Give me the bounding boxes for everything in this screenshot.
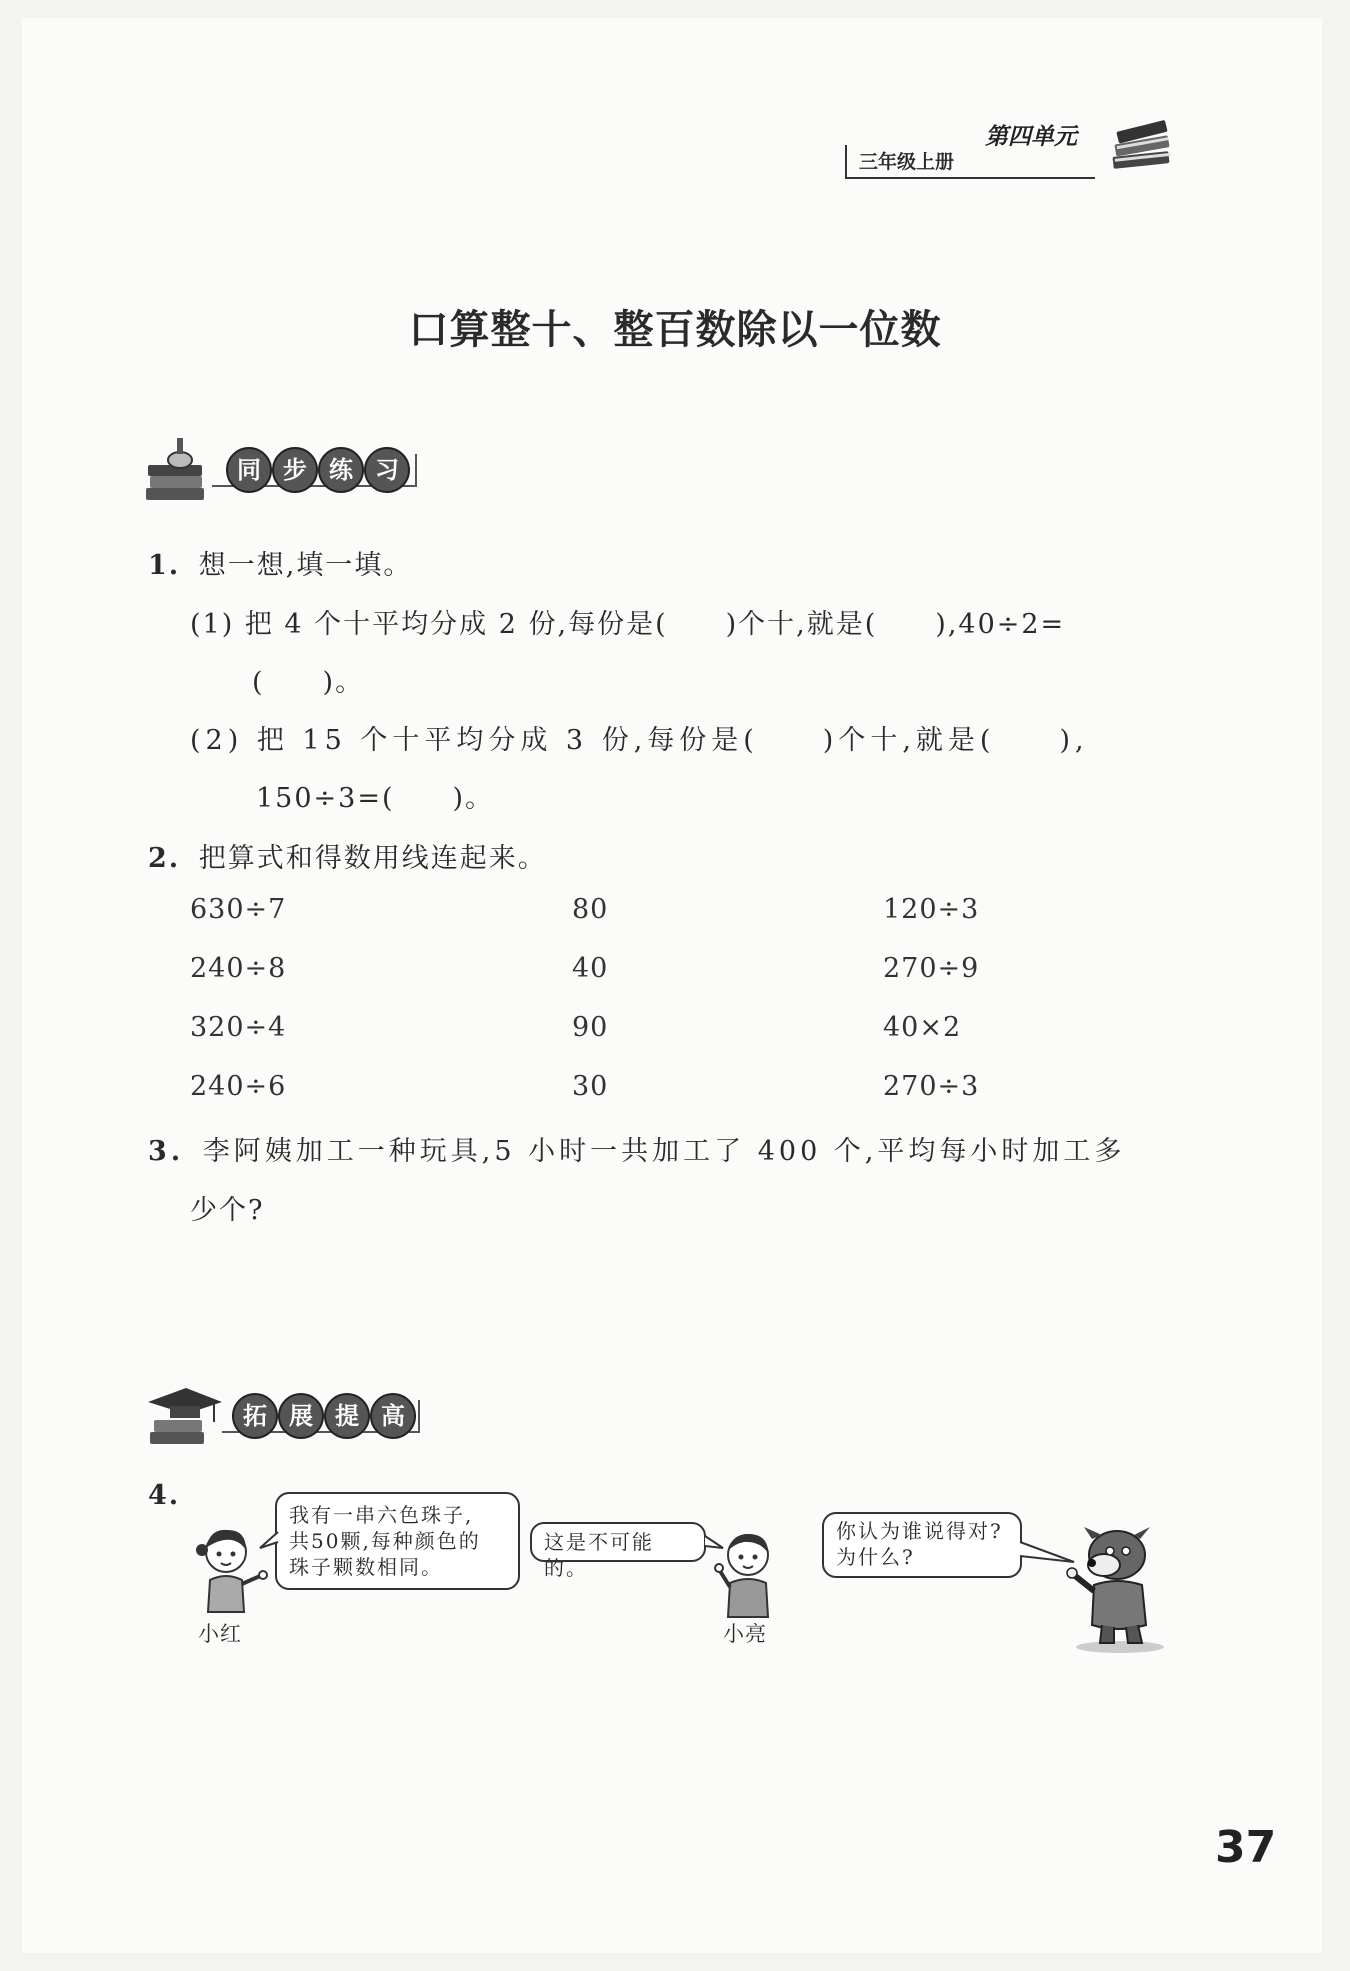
q3-text: 李阿姨加工一种玩具,5 小时一共加工了 400 个,平均每小时加工多 <box>202 1136 1126 1167</box>
banner-char: 展 <box>278 1393 324 1439</box>
q1-part1-line1: (1) 把 4 个十平均分成 2 份,每份是( )个十,就是( ),40÷2= <box>190 609 1066 640</box>
dog-speech-bubble <box>822 1512 1022 1578</box>
q1-part2-line2: 150÷3=( )。 <box>256 783 495 814</box>
bubble-line: 你认为谁说得对? <box>836 1519 1003 1543</box>
q2-right-item: 270÷9 <box>883 953 980 984</box>
xiaohong-speech-bubble <box>275 1492 520 1590</box>
q3-line1 <box>148 1129 1125 1168</box>
q2-right-item: 270÷3 <box>883 1071 980 1102</box>
xiaoliang-speech-bubble: 这是不可能的。 <box>530 1522 706 1562</box>
q2-right-item: 120÷3 <box>883 894 980 925</box>
banner-char: 高 <box>370 1393 416 1439</box>
bubble-line: 为什么? <box>836 1545 915 1569</box>
q1-part1-line2: ( )。 <box>252 667 365 698</box>
unit-header <box>845 100 1175 195</box>
q1-number: 1. <box>148 550 181 581</box>
banner-char: 拓 <box>232 1393 278 1439</box>
page-title: 口算整十、整百数除以一位数 <box>408 306 942 353</box>
q3-number: 3. <box>148 1136 185 1167</box>
books-lamp-icon <box>142 432 212 512</box>
page-number: 37 <box>1215 1822 1277 1873</box>
section-banner-extension <box>142 1378 442 1458</box>
q2-right-item: 40×2 <box>883 1012 962 1043</box>
xiaoliang-illustration <box>712 1525 782 1620</box>
unit-label: 第四单元 <box>985 124 1077 150</box>
bubble-line: 共50颗,每种颜色的 <box>289 1529 481 1553</box>
section-banner-practice <box>142 432 442 512</box>
bubble-line: 我有一串六色珠子, <box>289 1503 474 1527</box>
banner-char: 习 <box>364 447 410 493</box>
q1-prompt <box>148 543 412 582</box>
books-icon <box>1107 110 1177 180</box>
q2-left-item: 630÷7 <box>190 894 287 925</box>
dog-mascot-illustration <box>1062 1525 1172 1655</box>
banner-char: 同 <box>226 447 272 493</box>
q1-part2-line1: (2) 把 15 个十平均分成 3 份,每份是( )个十,就是( ), <box>190 725 1089 756</box>
q2-middle-item: 30 <box>572 1071 609 1102</box>
banner-char: 步 <box>272 447 318 493</box>
banner-char: 提 <box>324 1393 370 1439</box>
xiaohong-name: 小红 <box>198 1622 242 1646</box>
grade-label: 三年级上册 <box>845 145 1095 179</box>
q2-left-item: 320÷4 <box>190 1012 287 1043</box>
q3-line2: 少个? <box>190 1195 265 1226</box>
q2-middle-item: 80 <box>572 894 609 925</box>
q2-middle-item: 40 <box>572 953 609 984</box>
q4-number: 4. <box>148 1480 181 1511</box>
q2-middle-item: 90 <box>572 1012 609 1043</box>
q2-left-item: 240÷8 <box>190 953 287 984</box>
banner-char: 练 <box>318 447 364 493</box>
bubble-line: 珠子颗数相同。 <box>289 1555 443 1579</box>
bubble-tail <box>258 1530 280 1554</box>
q2-text: 把算式和得数用线连起来。 <box>198 843 547 874</box>
q2-number: 2. <box>148 843 181 874</box>
q2-prompt <box>148 836 547 875</box>
q1-text: 想一想,填一填。 <box>198 550 413 581</box>
q2-left-item: 240÷6 <box>190 1071 287 1102</box>
graduation-cap-icon <box>142 1378 222 1458</box>
xiaoliang-name: 小亮 <box>723 1622 767 1646</box>
